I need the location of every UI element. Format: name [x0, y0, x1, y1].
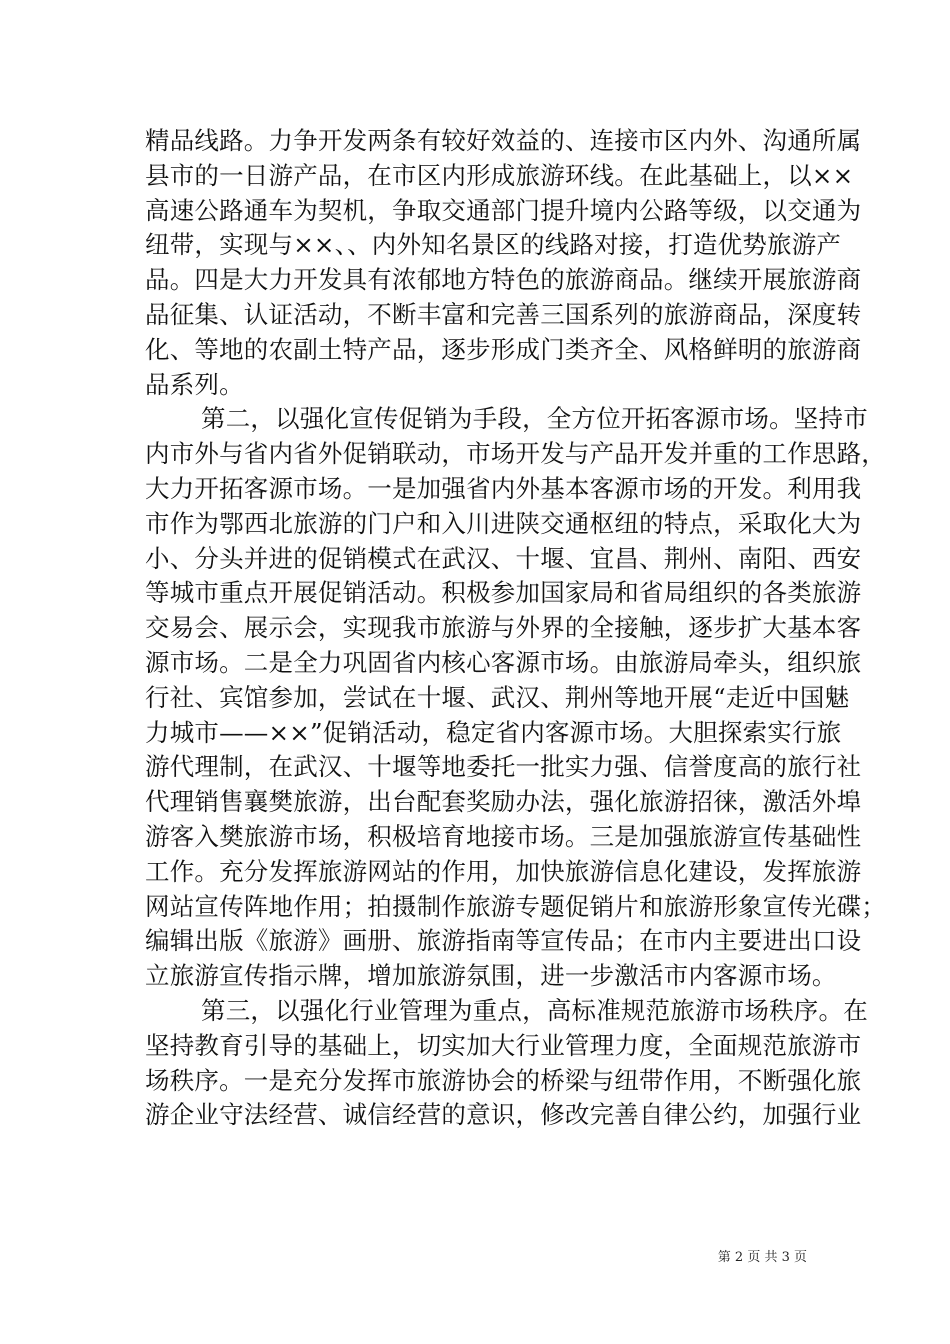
text-line: 行社、宾馆参加，尝试在十堰、武汉、荆州等地开展“走近中国魅 — [145, 682, 850, 712]
text-line: 化、等地的农副土特产品，逐步形成门类齐全、风格鲜明的旅游商 — [145, 334, 862, 364]
text-line: 游客入樊旅游市场，积极培育地接市场。三是加强旅游宣传基础性 — [145, 821, 862, 851]
text-line: 立旅游宣传指示牌，增加旅游氛围，进一步激活市内客源市场。 — [145, 961, 837, 991]
paragraph-first-line: 第三，以强化行业管理为重点，高标准规范旅游市场秩序。在 — [201, 995, 868, 1025]
text-line: 高速公路通车为契机，争取交通部门提升境内公路等级，以交通为 — [145, 195, 862, 225]
text-line: 源市场。二是全力巩固省内核心客源市场。由旅游局牵头，组织旅 — [145, 647, 862, 677]
text-line: 精品线路。力争开发两条有较好效益的、连接市区内外、沟通所属 — [145, 126, 862, 155]
text-line: 力城市——××”促销活动，稳定省内客源市场。大胆探索实行旅 — [145, 717, 842, 747]
text-line: 场秩序。一是充分发挥市旅游协会的桥梁与纽带作用，不断强化旅 — [145, 1065, 862, 1095]
text-line: 游企业守法经营、诚信经营的意识，修改完善自律公约，加强行业 — [145, 1100, 862, 1130]
text-line: 纽带，实现与××、、内外知名景区的线路对接，打造优势旅游产 — [145, 230, 842, 260]
text-line: 品。四是大力开发具有浓郁地方特色的旅游商品。继续开展旅游商 — [145, 265, 862, 295]
text-line: 大力开拓客源市场。一是加强省内外基本客源市场的开发。利用我 — [145, 473, 862, 503]
text-line: 网站宣传阵地作用；拍摄制作旅游专题促销片和旅游形象宣传光碟； — [145, 891, 886, 921]
text-line: 等城市重点开展促销活动。积极参加国家局和省局组织的各类旅游 — [145, 578, 862, 608]
text-line: 县市的一日游产品，在市区内形成旅游环线。在此基础上，以×× — [145, 160, 854, 190]
text-line: 代理销售襄樊旅游，出台配套奖励办法，强化旅游招徕，激活外埠 — [145, 787, 862, 817]
page-number: 第 2 页 共 3 页 — [717, 1250, 807, 1265]
text-line: 交易会、展示会，实现我市旅游与外界的全接触，逐步扩大基本客 — [145, 613, 862, 643]
document-body — [145, 124, 886, 1133]
text-line: 工作。充分发挥旅游网站的作用，加快旅游信息化建设，发挥旅游 — [145, 856, 862, 886]
text-line: 市作为鄂西北旅游的门户和入川进陕交通枢纽的特点，采取化大为 — [145, 508, 862, 538]
paragraph-first-line: 第二，以强化宣传促销为手段，全方位开拓客源市场。坚持市 — [201, 404, 868, 434]
text-line: 品系列。 — [145, 369, 244, 399]
text-line: 小、分头并进的促销模式在武汉、十堰、宜昌、荆州、南阳、西安 — [145, 543, 862, 573]
text-line: 坚持教育引导的基础上，切实加大行业管理力度，全面规范旅游市 — [145, 1030, 862, 1060]
text-line: 游代理制，在武汉、十堰等地委托一批实力强、信誉度高的旅行社 — [145, 752, 862, 782]
text-line: 内市外与省内省外促销联动，市场开发与产品开发并重的工作思路， — [145, 439, 886, 469]
text-lines — [145, 124, 886, 1133]
text-line: 品征集、认证活动，不断丰富和完善三国系列的旅游商品，深度转 — [145, 299, 862, 329]
text-line: 编辑出版《旅游》画册、旅游指南等宣传品；在市内主要进出口设 — [145, 926, 862, 956]
